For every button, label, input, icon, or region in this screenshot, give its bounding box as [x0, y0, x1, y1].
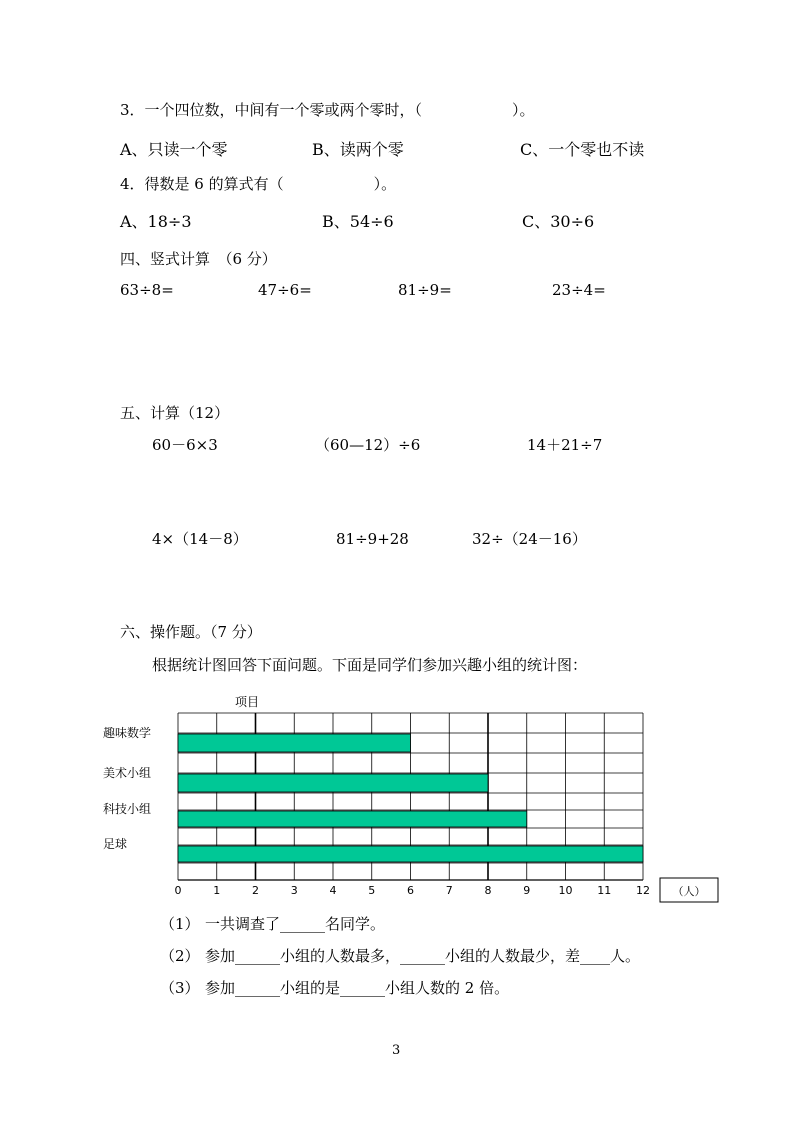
q3-option-a: A、只读一个零: [120, 140, 228, 159]
category-label: 趣味数学: [103, 726, 152, 740]
x-tick-label: 0: [174, 884, 182, 897]
question-number: （3）: [160, 979, 200, 997]
x-tick-label: 11: [597, 884, 612, 897]
section5-title: 五、计算（12）: [120, 404, 230, 422]
vertical-calc-item: 81÷9=: [398, 281, 452, 299]
category-label: 科技小组: [103, 802, 152, 816]
question-number: （2）: [160, 947, 200, 965]
q4-option-a: A、18÷3: [120, 212, 192, 231]
calc-item: 60－6×3: [152, 436, 218, 454]
x-tick-label: 8: [484, 884, 492, 897]
x-tick-label: 12: [636, 884, 650, 897]
q4-stem: 4．得数是 6 的算式有（ ）。: [120, 175, 397, 193]
category-label: 足球: [103, 837, 128, 851]
vertical-calc-item: 23÷4=: [552, 281, 606, 299]
section4-title: 四、竖式计算 （6 分）: [120, 250, 277, 268]
x-tick-label: 1: [213, 884, 221, 897]
x-tick-label: 5: [368, 884, 376, 897]
bar-2: [178, 774, 488, 792]
bar-4: [178, 846, 643, 862]
calc-item: 14＋21÷7: [527, 436, 603, 454]
bar-1: [178, 734, 411, 752]
x-tick-label: 3: [290, 884, 298, 897]
vertical-calc-item: 63÷8=: [120, 281, 174, 299]
section6-title: 六、操作题。（7 分）: [120, 623, 262, 641]
q3-stem: 3．一个四位数，中间有一个零或两个零时，（ ）。: [120, 101, 535, 119]
chart-title: 项目: [235, 695, 260, 709]
x-tick-label: 9: [523, 884, 531, 897]
question-text: 一共调查了______名同学。: [205, 915, 386, 933]
category-label: 美术小组: [103, 766, 152, 780]
x-tick-label: 2: [252, 884, 259, 897]
q4-option-b: B、54÷6: [322, 212, 394, 231]
q4-option-c: C、30÷6: [522, 212, 595, 231]
bar-3: [178, 811, 527, 827]
x-tick-label: 4: [329, 884, 337, 897]
x-tick-label: 10: [558, 884, 573, 897]
calc-item: 32÷（24－16）: [472, 530, 587, 548]
q3-option-b: B、读两个零: [312, 140, 404, 159]
section6-intro: 根据统计图回答下面问题。下面是同学们参加兴趣小组的统计图：: [152, 656, 588, 674]
x-tick-label: 7: [445, 884, 453, 897]
calc-item: （60—12）÷6: [315, 436, 421, 454]
question-text: 参加______小组的是______小组人数的 2 倍。: [205, 979, 510, 997]
unit-label: （人）: [672, 885, 706, 898]
calc-item: 81÷9+28: [336, 530, 409, 548]
vertical-calc-item: 47÷6=: [258, 281, 312, 299]
x-tick-label: 6: [407, 884, 414, 897]
calc-item: 4×（14－8）: [152, 530, 248, 548]
q3-option-c: C、一个零也不读: [520, 140, 645, 159]
question-text: 参加______小组的人数最多，______小组的人数最少，差____人。: [205, 947, 641, 965]
page-number: 3: [392, 1043, 401, 1058]
question-number: （1）: [160, 915, 200, 933]
